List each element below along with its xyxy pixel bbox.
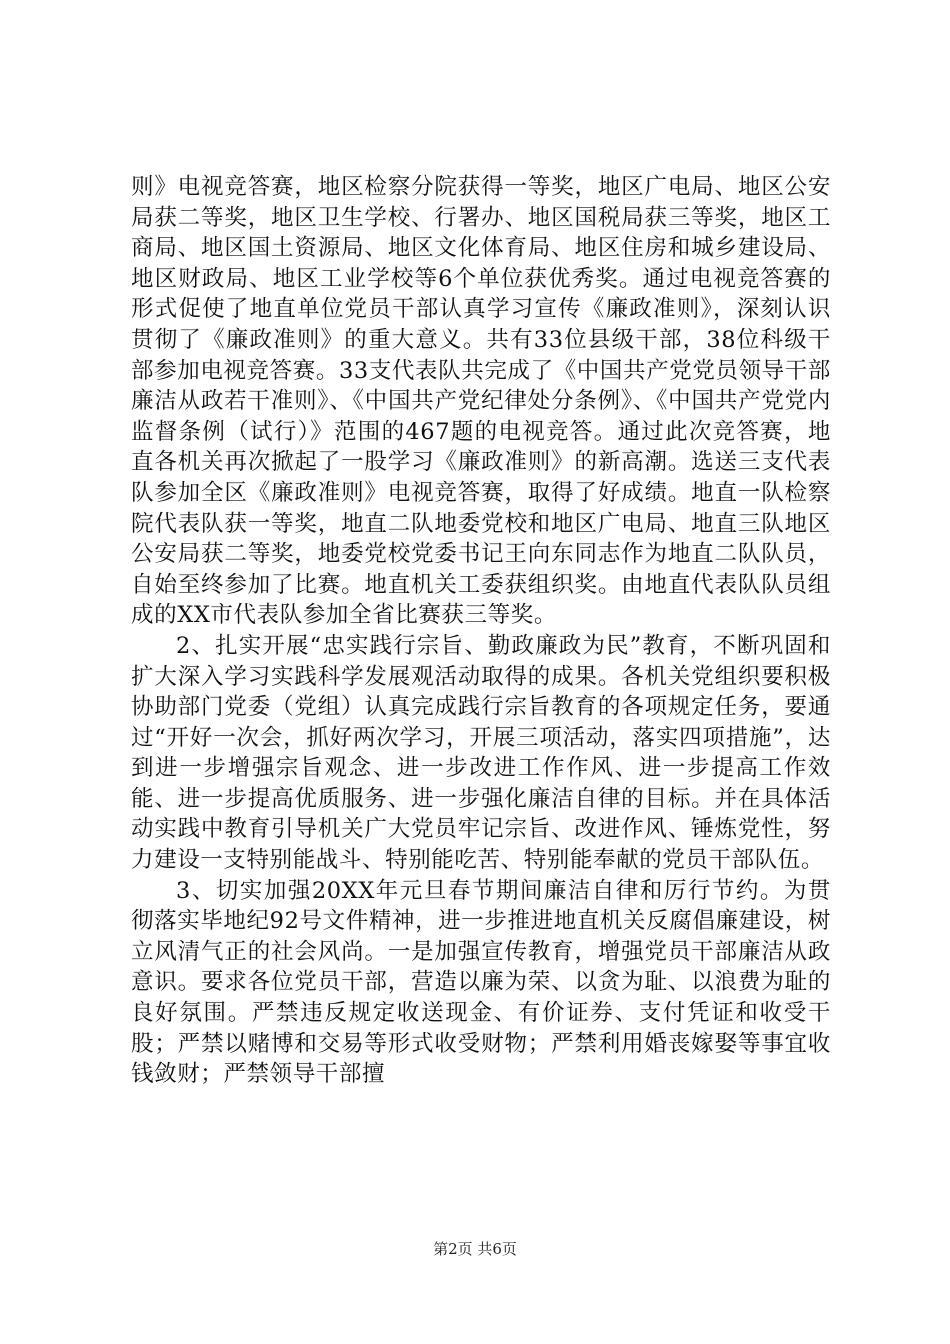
- paragraph-item-3: 3、切实加强20XX年元旦春节期间廉洁自律和厉行节约。为贯彻落实毕地纪92号文件精神，进一步推进地直机关反腐倡廉建设，树立风清气正的社会风尚。一是加强宣传教育，增强党员干部廉洁从政意识。要求各位党员干部，营造以廉为荣、以贪为耻、以浪费为耻的良好氛围。严禁违反规定收送现金、有价证券、支付凭证和收受干股；严禁以赌博和交易等形式收受财物；严禁利用婚丧嫁娶等事宜收钱敛财；严禁领导干部擅: [131, 877, 831, 1088]
- document-body: [131, 172, 831, 1090]
- paragraph-continuation: 则》电视竞答赛，地区检察分院获得一等奖，地区广电局、地区公安局获二等奖，地区卫生学校、行署办、地区国税局获三等奖，地区工商局、地区国土资源局、地区文化体育局、地区住房和城乡建设局、地区财政局、地区工业学校等6个单位获优秀奖。通过电视竞答赛的形式促使了地直单位党员干部认真学习宣传《廉政准则》，深刻认识贯彻了《廉政准则》的重大意义。共有33位县级干部，38位科级干部参加电视竞答赛。33支代表队共完成了《中国共产党党员领导干部廉洁从政若干准则》、《中国共产党纪律处分条例》、《中国共产党党内监督条例（试行）》范围的467题的电视竞答。通过此次竞答赛，地直各机关再次掀起了一股学习《廉政准则》的新高潮。选送三支代表队参加全区《廉政准则》电视竞答赛，取得了好成绩。地直一队检察院代表队获一等奖，地直二队地委党校和地区广电局、地直三队地区公安局获二等奖，地委党校党委书记王向东同志作为地直二队队员，自始至终参加了比赛。地直机关工委获组织奖。由地直代表队队员组成的XX市代表队参加全省比赛获三等奖。: [131, 174, 831, 629]
- page-number-footer: 第2页 共6页: [433, 1240, 517, 1258]
- paragraph-item-2: 2、扎实开展“忠实践行宗旨、勤政廉政为民”教育，不断巩固和扩大深入学习实践科学发展观活动取得的成果。各机关党组织要积极协助部门党委（党组）认真完成践行宗旨教育的各项规定任务，要通过“开好一次会，抓好两次学习，开展三项活动，落实四项措施”，达到进一步增强宗旨观念、进一步改进工作作风、进一步提高工作效能、进一步提高优质服务、进一步强化廉洁自律的目标。并在具体活动实践中教育引导机关广大党员牢记宗旨、改进作风、锤炼党性，努力建设一支特别能战斗、特别能吃苦、特别能奉献的党员干部队伍。: [131, 632, 831, 874]
